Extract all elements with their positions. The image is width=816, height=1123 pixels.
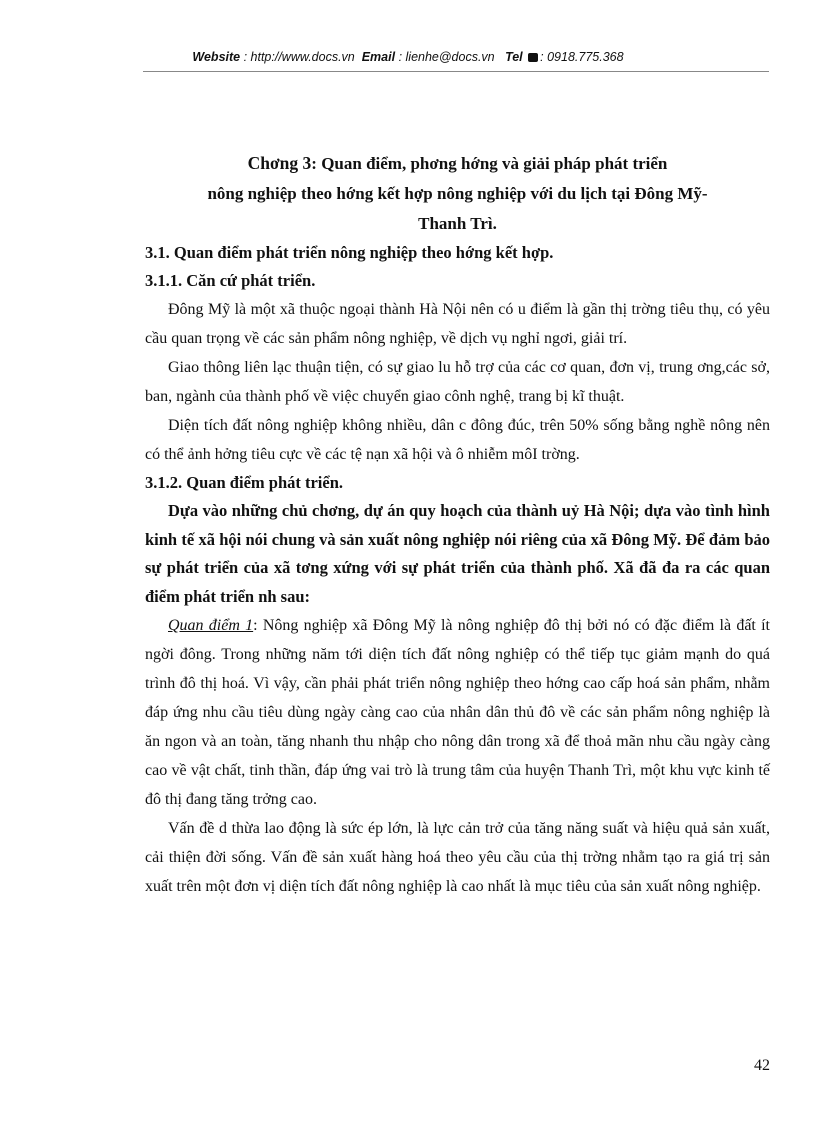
website-url[interactable]: : http://www.docs.vn bbox=[243, 50, 355, 64]
paragraph-2: Giao thông liên lạc thuận tiện, có sự giao lu hỗ trợ của các cơ quan, đơn vị, trung ơng,các sở, ban, ngành của thành phố về việc chuyển giao cônh nghệ, trang bị kĩ thuật. bbox=[145, 359, 770, 405]
phone-icon bbox=[528, 53, 538, 62]
page-number: 42 bbox=[754, 1057, 770, 1074]
chapter-title-line2: nông nghiệp theo hớng kết hợp nông nghiệp với du lịch tại Đông Mỹ- bbox=[207, 184, 708, 203]
chapter-number: Chơng 3 bbox=[247, 153, 312, 173]
section-heading-3-1: 3.1. Quan điểm phát triển nông nghiệp theo hớng kết hợp. bbox=[145, 243, 554, 262]
email-label: Email bbox=[361, 50, 396, 64]
page-header bbox=[0, 50, 816, 64]
paragraph-1: Đông Mỹ là một xã thuộc ngoại thành Hà Nội nên có u điểm là gần thị trờng tiêu thụ, có yêu cầu quan trọng về các sản phẩm nông nghiệp, về dịch vụ nghỉ ngơi, giải trí. bbox=[145, 301, 770, 347]
paragraph-viewpoint-1 bbox=[145, 611, 770, 814]
section-heading-3-1-1: 3.1.1. Căn cứ phát triển. bbox=[145, 271, 316, 290]
chapter-title-line1: : Quan điểm, phơng hớng và giải pháp phát triển bbox=[311, 154, 668, 173]
tel-number: : 0918.775.368 bbox=[540, 50, 624, 64]
chapter-title bbox=[145, 148, 770, 239]
website-label: Website bbox=[192, 50, 241, 64]
viewpoint-1-label: Quan điểm 1 bbox=[168, 617, 254, 634]
document-body bbox=[145, 148, 770, 901]
header-divider bbox=[143, 71, 769, 72]
viewpoint-1-text: : Nông nghiệp xã Đông Mỹ là nông nghiệp đô thị bởi nó có đặc điểm là đất ít ngời đông. Trong những năm tới diện tích đất nông nghiệp có thể tiếp tục giảm mạnh do quá trình đô thị hoá. Vì vậy, cần phải phát triển nông nghiệp theo hớng cao cấp hoá sản phẩm, nhằm đáp ứng nhu cầu tiêu dùng ngày càng cao của nhân dân thủ đô về các sản phẩm nông nghiệp là ăn ngon và an toàn, tăng nhanh thu nhập cho nông dân trong xã để thoả mãn nhu cầu ngày càng cao về vật chất, tinh thần, đáp ứng vai trò là trung tâm của huyện Thanh Trì, một khu vực kinh tế đô thị đang tăng trởng cao. bbox=[145, 617, 771, 808]
paragraph-3: Diện tích đất nông nghiệp không nhiều, dân c đông đúc, trên 50% sống bằng nghề nông nên có thể ảnh hởng tiêu cực về các tệ nạn xã hội và ô nhiễm môI trờng. bbox=[145, 417, 770, 463]
email-address[interactable]: : lienhe@docs.vn bbox=[398, 50, 495, 64]
section-heading-3-1-2: 3.1.2. Quan điểm phát triển. bbox=[145, 473, 344, 492]
chapter-title-line3: Thanh Trì. bbox=[418, 214, 497, 233]
paragraph-bold-intro: Dựa vào những chủ chơng, dự án quy hoạch của thành uỷ Hà Nội; dựa vào tình hình kinh tế xã hội nói chung và sản xuất nông nghiệp nói riêng của xã Đông Mỹ. Để đảm bảo sự phát triển của xã tơng xứng với sự phát triển của thành phố. Xã đã đa ra các quan điểm phát triển nh sau: bbox=[145, 501, 770, 606]
tel-label: Tel bbox=[505, 50, 523, 64]
paragraph-6: Vấn đề d thừa lao động là sức ép lớn, là lực cản trở của tăng năng suất và hiệu quả sản xuất, cải thiện đời sống. Vấn đề sản xuất hàng hoá theo yêu cầu của thị trờng nhằm tạo ra giá trị sản xuất trên một đơn vị diện tích đất nông nghiệp là cao nhất là mục tiêu của sản xuất nông nghiệp. bbox=[145, 820, 770, 895]
